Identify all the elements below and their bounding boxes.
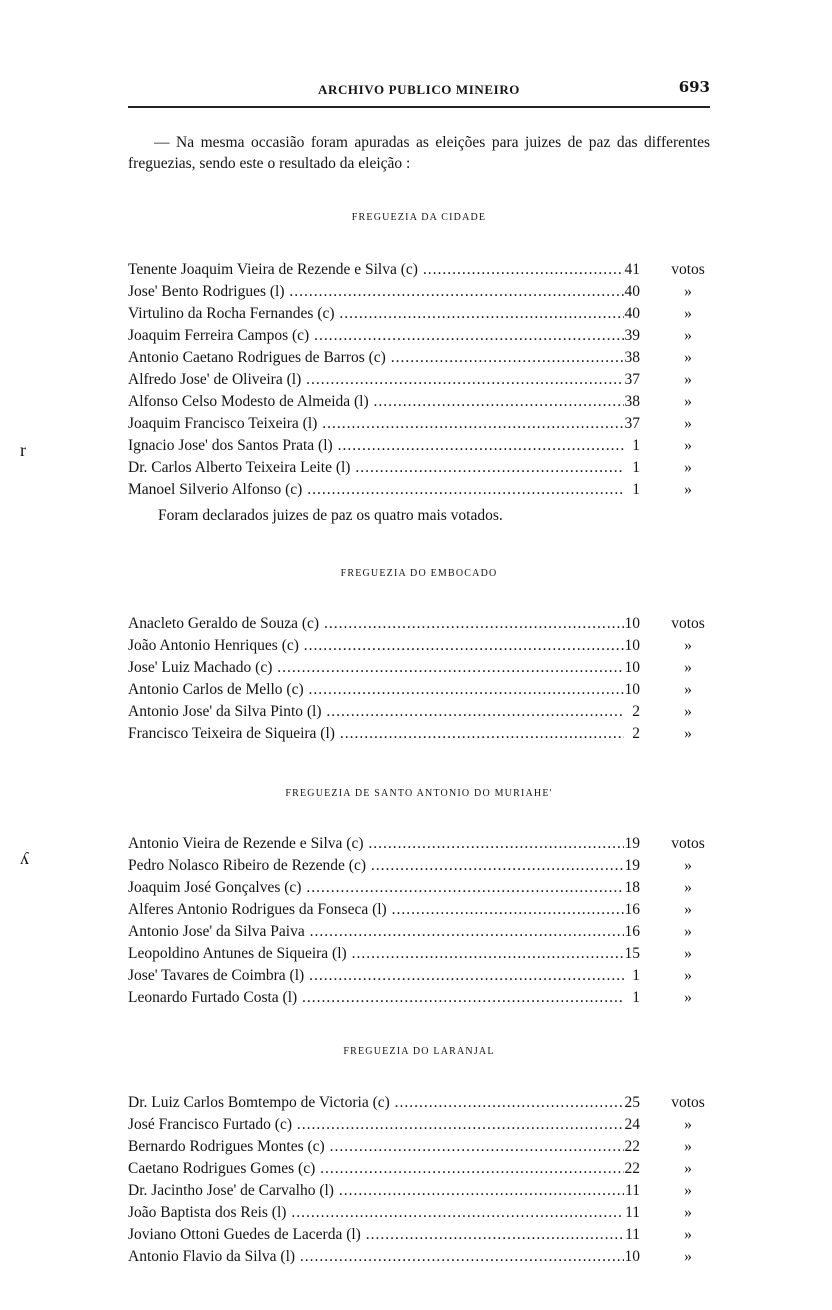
result-row	[128, 723, 710, 745]
vote-unit: »	[684, 393, 692, 410]
vote-unit: »	[684, 1138, 692, 1155]
candidate-name: Anacleto Geraldo de Souza (c) .....	[128, 613, 624, 635]
section-title: FREGUEZIA DE SANTO ANTONIO DO MURIAHE'	[285, 788, 553, 799]
vote-count: 16	[624, 923, 640, 940]
candidate-name: Tenente Joaquim Vieira de Rezende e Silva (c) .....	[128, 259, 624, 281]
vote-count: 11	[625, 1226, 640, 1243]
candidate-name: Virtulino da Rocha Fernandes (c) .....	[128, 303, 624, 325]
vote-unit: votos	[671, 1094, 705, 1111]
vote-unit: »	[684, 659, 692, 676]
vote-count: 10	[624, 615, 640, 632]
candidate-name: Pedro Nolasco Ribeiro de Rezende (c) .....	[128, 855, 624, 877]
result-row	[128, 1092, 710, 1114]
vote-unit: »	[684, 371, 692, 388]
vote-count: 41	[624, 261, 640, 278]
page-number: 693	[678, 78, 710, 96]
candidate-name: Joaquim Francisco Teixeira (l) .....	[128, 413, 624, 435]
candidate-name: Manoel Silverio Alfonso (c) .....	[128, 479, 624, 501]
vote-count: 2	[632, 703, 640, 720]
candidate-name: Leopoldino Antunes de Siqueira (l) .....	[128, 943, 624, 965]
result-row	[128, 701, 710, 723]
result-row	[128, 1224, 710, 1246]
vote-unit: »	[684, 305, 692, 322]
vote-unit: »	[684, 415, 692, 432]
result-row	[128, 347, 710, 369]
vote-count: 25	[624, 1094, 640, 1111]
vote-count: 1	[632, 989, 640, 1006]
vote-count: 1	[632, 967, 640, 984]
candidate-name: Dr. Carlos Alberto Teixeira Leite (l) .....	[128, 457, 624, 479]
result-row	[128, 855, 710, 877]
result-row	[128, 435, 710, 457]
candidate-name: Jose' Bento Rodrigues (l) .....	[128, 281, 624, 303]
result-row	[128, 635, 710, 657]
page-header	[128, 78, 710, 108]
result-row	[128, 965, 710, 987]
candidate-name: Joaquim José Gonçalves (c) .....	[128, 877, 624, 899]
candidate-name: João Baptista dos Reis (l) .....	[128, 1202, 624, 1224]
candidate-name: Antonio Caetano Rodrigues de Barros (c) .....	[128, 347, 624, 369]
vote-unit: »	[684, 283, 692, 300]
result-row	[128, 943, 710, 965]
result-row	[128, 325, 710, 347]
vote-unit: »	[684, 725, 692, 742]
result-row	[128, 987, 710, 1009]
vote-unit: »	[684, 945, 692, 962]
candidate-name: Alfredo Jose' de Oliveira (l) .....	[128, 369, 624, 391]
candidate-name: Caetano Rodrigues Gomes (c) .....	[128, 1158, 624, 1180]
vote-count: 1	[632, 459, 640, 476]
result-row	[128, 613, 710, 635]
result-row	[128, 1202, 710, 1224]
header-title: ARCHIVO PUBLICO MINEIRO	[317, 82, 521, 97]
vote-count: 1	[632, 437, 640, 454]
result-row	[128, 479, 710, 501]
vote-unit: »	[684, 703, 692, 720]
result-row	[128, 457, 710, 479]
vote-count: 37	[624, 415, 640, 432]
vote-count: 40	[624, 305, 640, 322]
candidate-name: Dr. Luiz Carlos Bomtempo de Victoria (c) .....	[128, 1092, 624, 1114]
vote-count: 39	[624, 327, 640, 344]
vote-count: 18	[624, 879, 640, 896]
vote-count: 10	[624, 1248, 640, 1265]
vote-unit: »	[684, 967, 692, 984]
section-title: FREGUEZIA DA CIDADE	[351, 212, 487, 223]
vote-count: 11	[625, 1182, 640, 1199]
vote-count: 10	[624, 637, 640, 654]
candidate-name: Joviano Ottoni Guedes de Lacerda (l) .....	[128, 1224, 624, 1246]
vote-unit: »	[684, 1204, 692, 1221]
vote-count: 37	[624, 371, 640, 388]
candidate-name: Bernardo Rodrigues Montes (c) .....	[128, 1136, 624, 1158]
vote-count: 11	[625, 1204, 640, 1221]
vote-unit: votos	[671, 615, 705, 632]
result-row	[128, 1114, 710, 1136]
vote-unit: »	[684, 459, 692, 476]
candidate-name: Dr. Jacintho Jose' de Carvalho (l) .....	[128, 1180, 624, 1202]
vote-count: 19	[624, 857, 640, 874]
vote-count: 1	[632, 481, 640, 498]
result-row	[128, 657, 710, 679]
vote-unit: votos	[671, 261, 705, 278]
candidate-name: Antonio Carlos de Mello (c) .....	[128, 679, 624, 701]
section-title: FREGUEZIA DO LARANJAL	[343, 1046, 495, 1057]
result-row	[128, 369, 710, 391]
vote-count: 38	[624, 349, 640, 366]
candidate-name: Antonio Vieira de Rezende e Silva (c) .....	[128, 833, 624, 855]
vote-count: 40	[624, 283, 640, 300]
candidate-name: Alferes Antonio Rodrigues da Fonseca (l) .....	[128, 899, 624, 921]
vote-unit: »	[684, 989, 692, 1006]
vote-unit: »	[684, 857, 692, 874]
candidate-name: João Antonio Henriques (c) .....	[128, 635, 624, 657]
result-row	[128, 303, 710, 325]
vote-count: 2	[632, 725, 640, 742]
vote-unit: »	[684, 1116, 692, 1133]
margin-mark: ʎ	[20, 848, 29, 868]
result-row	[128, 413, 710, 435]
result-row	[128, 833, 710, 855]
result-row	[128, 1180, 710, 1202]
vote-unit: »	[684, 879, 692, 896]
candidate-name: Leonardo Furtado Costa (l) .....	[128, 987, 624, 1009]
vote-unit: »	[684, 327, 692, 344]
vote-unit: »	[684, 1182, 692, 1199]
result-row	[128, 679, 710, 701]
results-list	[128, 1092, 710, 1268]
candidate-name: Francisco Teixeira de Siqueira (l) .....	[128, 723, 624, 745]
vote-count: 15	[624, 945, 640, 962]
vote-count: 19	[624, 835, 640, 852]
intro-paragraph: — Na mesma occasião foram apuradas as eleições para juizes de paz das differentes freguezias, sendo este o resultado da eleição :	[128, 134, 710, 172]
vote-unit: »	[684, 1226, 692, 1243]
results-list	[128, 833, 710, 1009]
result-row	[128, 259, 710, 281]
result-row	[128, 877, 710, 899]
result-row	[128, 1158, 710, 1180]
vote-unit: »	[684, 1160, 692, 1177]
candidate-name: Antonio Jose' da Silva Paiva .....	[128, 921, 624, 943]
candidate-name: Ignacio Jose' dos Santos Prata (l) .....	[128, 435, 624, 457]
result-row	[128, 921, 710, 943]
candidate-name: Jose' Luiz Machado (c) .....	[128, 657, 624, 679]
vote-count: 22	[624, 1160, 640, 1177]
vote-unit: »	[684, 437, 692, 454]
section-title: FREGUEZIA DO EMBOCADO	[340, 568, 498, 579]
result-row	[128, 281, 710, 303]
vote-count: 38	[624, 393, 640, 410]
margin-mark: r	[20, 440, 26, 460]
candidate-name: Antonio Jose' da Silva Pinto (l) .....	[128, 701, 624, 723]
candidate-name: Joaquim Ferreira Campos (c) .....	[128, 325, 624, 347]
vote-count: 24	[624, 1116, 640, 1133]
vote-unit: »	[684, 637, 692, 654]
vote-count: 10	[624, 659, 640, 676]
vote-count: 22	[624, 1138, 640, 1155]
candidate-name: Alfonso Celso Modesto de Almeida (l) .....	[128, 391, 624, 413]
vote-unit: »	[684, 349, 692, 366]
vote-unit: »	[684, 923, 692, 940]
vote-unit: »	[684, 681, 692, 698]
result-row	[128, 1136, 710, 1158]
vote-unit: votos	[671, 835, 705, 852]
result-row	[128, 1246, 710, 1268]
results-list	[128, 259, 710, 501]
result-row	[128, 391, 710, 413]
candidate-name: Antonio Flavio da Silva (l) .....	[128, 1246, 624, 1268]
vote-unit: »	[684, 901, 692, 918]
candidate-name: José Francisco Furtado (c) .....	[128, 1114, 624, 1136]
candidate-name: Jose' Tavares de Coimbra (l) .....	[128, 965, 624, 987]
vote-count: 10	[624, 681, 640, 698]
result-row	[128, 899, 710, 921]
vote-unit: »	[684, 1248, 692, 1265]
vote-unit: »	[684, 481, 692, 498]
section-note: Foram declarados juizes de paz os quatro mais votados.	[158, 507, 503, 524]
results-list	[128, 613, 710, 745]
vote-count: 16	[624, 901, 640, 918]
